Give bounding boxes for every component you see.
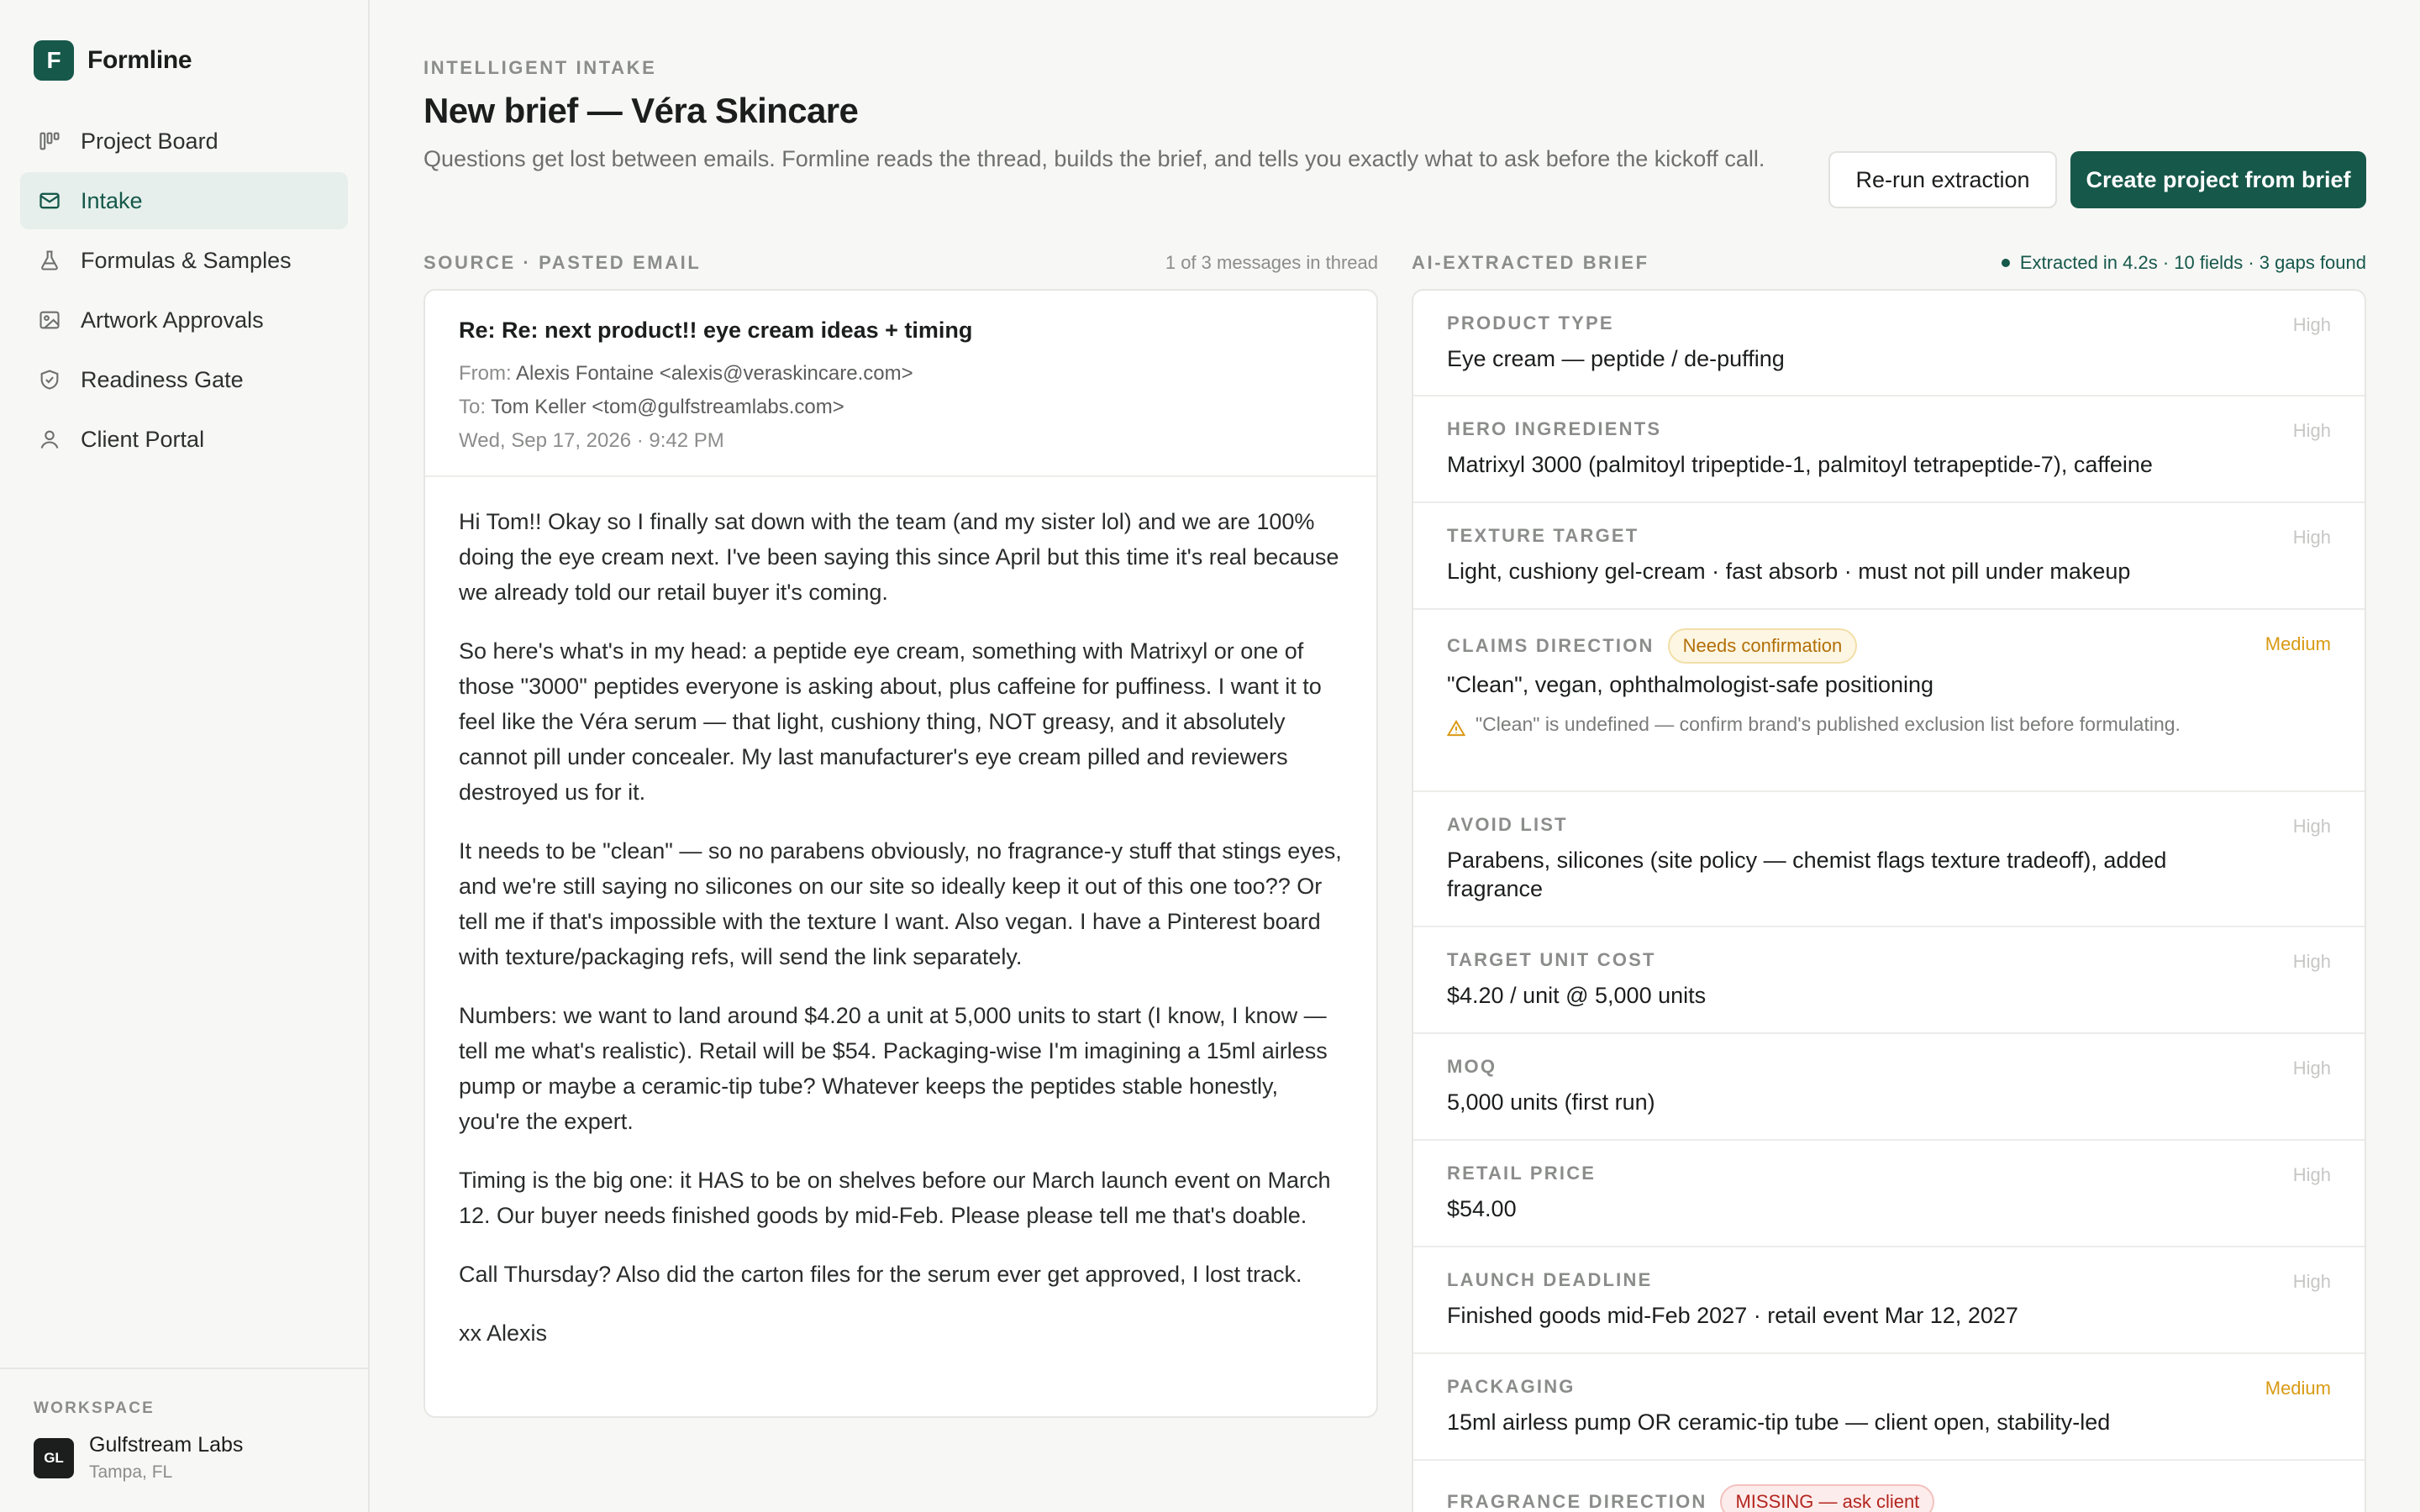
email-header [425, 291, 1376, 477]
source-section-label: SOURCE · PASTED EMAIL [424, 252, 702, 273]
status-dot-icon [2002, 259, 2010, 267]
email-signoff: xx Alexis [459, 1320, 548, 1346]
email-from-key: From: [459, 362, 512, 385]
warning-icon [1447, 709, 1465, 745]
user-icon [37, 427, 62, 452]
workspace-avatar: GL [34, 1438, 74, 1478]
confidence-badge: High [2292, 951, 2331, 972]
needs-confirmation-badge: Needs confirmation [1668, 628, 1858, 664]
field-value: $54.00 [1447, 1196, 1517, 1221]
field-label: TARGET UNIT COST [1447, 949, 1656, 970]
brief-field-target-unit-cost[interactable] [1413, 927, 2365, 1034]
sidebar-item-formulas-samples[interactable] [20, 232, 348, 289]
brief-section-label: AI-EXTRACTED BRIEF [1412, 252, 1649, 273]
confidence-badge: High [2292, 1271, 2331, 1292]
field-label: HERO INGREDIENTS [1447, 418, 1662, 439]
confidence-badge: Medium [2265, 1378, 2331, 1399]
board-icon [37, 129, 62, 154]
sidebar-item-intake[interactable] [20, 172, 348, 229]
sidebar-item-project-board[interactable] [20, 113, 348, 170]
email-paragraph: So here's what's in my head: a peptide eye cream, something with Matrixyl or one of those "3000" peptides everyone is asking about, plus caffeine for puffiness. I want it to feel like the Véra serum — that light, cushiony thing, NOT greasy, and it absolutely cannot pill under concealer. My last manufacturer's eye cream pilled and reviewers destroyed us for it. [459, 638, 1322, 805]
sidebar-item-label: Formulas & Samples [81, 247, 292, 273]
email-date: Wed, Sep 17, 2026 · 9:42 PM [459, 429, 724, 452]
workspace-switcher[interactable] [0, 1368, 368, 1512]
sidebar-item-client-portal[interactable] [20, 411, 348, 468]
field-value: Light, cushiony gel-cream · fast absorb · must not pill under makeup [1447, 559, 2131, 584]
field-value: 15ml airless pump OR ceramic-tip tube — client open, stability-led [1447, 1410, 2111, 1435]
email-paragraph: Call Thursday? Also did the carton files for the serum ever get approved, I lost track. [459, 1262, 1302, 1287]
field-label: MOQ [1447, 1056, 1497, 1077]
field-value: 5,000 units (first run) [1447, 1089, 1655, 1115]
field-value: "Clean", vegan, ophthalmologist-safe positioning [1447, 672, 1934, 697]
email-from-value: Alexis Fontaine <alexis@veraskincare.com> [516, 362, 913, 385]
sidebar-item-readiness-gate[interactable] [20, 351, 348, 408]
sidebar-item-label: Artwork Approvals [81, 307, 264, 333]
field-warning-note [1447, 709, 2331, 745]
field-label: PRODUCT TYPE [1447, 312, 1614, 333]
field-label: LAUNCH DEADLINE [1447, 1269, 1653, 1290]
email-paragraph: Timing is the big one: it HAS to be on shelves before our March launch event on March 12. Our buyer needs finished goods by mid-Feb. Please please tell me that's doable. [459, 1168, 1331, 1228]
email-paragraph: Numbers: we want to land around $4.20 a unit at 5,000 units to start (I know, I know — tell me what's realistic). Retail will be $54. Packaging-wise I'm imagining a 15ml airless pump or maybe a ceramic-tip tube? Whatever keeps the peptides stable honestly, you're the expert. [459, 1003, 1328, 1134]
brief-field-texture-target[interactable] [1413, 503, 2365, 610]
field-value: $4.20 / unit @ 5,000 units [1447, 983, 1707, 1008]
brief-field-avoid-list[interactable] [1413, 792, 2365, 927]
email-paragraph: Hi Tom!! Okay so I finally sat down with the team (and my sister lol) and we are 100% doing the eye cream next. I've been saying this since April but this time it's real because we already told our retail buyer it's coming. [459, 509, 1339, 605]
field-label: AVOID LIST [1447, 814, 1568, 835]
email-card [424, 289, 1378, 1418]
thread-count: 1 of 3 messages in thread [1165, 252, 1378, 273]
email-to-key: To: [459, 396, 487, 418]
confidence-badge: High [2292, 527, 2331, 548]
brief-field-retail-price[interactable] [1413, 1141, 2365, 1247]
sidebar-item-label: Client Portal [81, 426, 205, 452]
email-paragraph: It needs to be "clean" — so no parabens obviously, no fragrance-y stuff that stings eyes, and we're still saying no silicones on our site so ideally keep it out of this one too?? Or tell me if that's impossible with the texture I want. Also vegan. I have a Pinterest board with texture/packaging refs, will send the link separately. [459, 838, 1342, 969]
extraction-status [2002, 252, 2366, 274]
sidebar-nav [20, 113, 348, 470]
confidence-badge: High [2292, 816, 2331, 837]
brief-field-packaging[interactable] [1413, 1354, 2365, 1461]
field-label: CLAIMS DIRECTION [1447, 635, 1655, 656]
page-title: New brief — Véra Skincare [424, 91, 859, 130]
shield-check-icon [37, 367, 62, 392]
image-icon [37, 307, 62, 333]
workspace-name: Gulfstream Labs [89, 1433, 244, 1457]
email-body [425, 477, 1376, 1351]
confidence-badge: High [2292, 314, 2331, 335]
field-value: Parabens, silicones (site policy — chemist flags texture tradeoff), added fragrance [1447, 848, 2167, 901]
brief-field-product-type[interactable] [1413, 291, 2365, 396]
field-label: PACKAGING [1447, 1376, 1576, 1397]
create-project-button[interactable]: Create project from brief [2070, 151, 2366, 208]
confidence-badge: High [2292, 420, 2331, 441]
extraction-meta-text: Extracted in 4.2s · 10 fields · 3 gaps found [2019, 252, 2366, 273]
field-value: Matrixyl 3000 (palmitoyl tripeptide-1, palmitoyl tetrapeptide-7), caffeine [1447, 452, 2153, 477]
field-label: TEXTURE TARGET [1447, 525, 1639, 546]
email-from [459, 357, 1343, 391]
rerun-extraction-button[interactable]: Re-run extraction [1828, 151, 2057, 208]
email-to-value: Tom Keller <tom@gulfstreamlabs.com> [491, 396, 844, 418]
sidebar-item-label: Intake [81, 187, 143, 213]
flask-icon [37, 248, 62, 273]
field-label: FRAGRANCE DIRECTION [1447, 1491, 1707, 1512]
brief-card [1412, 289, 2366, 1512]
sidebar-item-artwork-approvals[interactable] [20, 291, 348, 349]
brief-field-launch-deadline[interactable] [1413, 1247, 2365, 1354]
email-subject: Re: Re: next product!! eye cream ideas + timing [459, 318, 973, 343]
page-eyebrow: INTELLIGENT INTAKE [424, 57, 657, 78]
brief-field-moq[interactable] [1413, 1034, 2365, 1141]
missing-badge: MISSING — ask client [1720, 1484, 1934, 1512]
confidence-badge: High [2292, 1164, 2331, 1185]
formline-logo-icon: F [34, 40, 74, 81]
brief-field-claims-direction[interactable] [1413, 610, 2365, 792]
workspace-location: Tampa, FL [89, 1462, 173, 1482]
app-name: Formline [87, 46, 192, 74]
mail-icon [37, 188, 62, 213]
sidebar-item-label: Readiness Gate [81, 366, 244, 392]
sidebar-item-label: Project Board [81, 128, 218, 154]
confidence-badge: Medium [2265, 633, 2331, 654]
brief-field-fragrance-direction[interactable] [1413, 1461, 2365, 1512]
email-to [459, 391, 1343, 424]
page-description: Questions get lost between emails. Formline reads the thread, builds the brief, and tells you exactly what to ask before the kickoff call. [424, 146, 1765, 171]
workspace-label: WORKSPACE [34, 1399, 155, 1417]
brief-field-hero-ingredients[interactable] [1413, 396, 2365, 503]
field-value: Finished goods mid-Feb 2027 · retail event Mar 12, 2027 [1447, 1303, 2018, 1328]
confidence-badge: High [2292, 1058, 2331, 1079]
warning-note-text: "Clean" is undefined — confirm brand's published exclusion list before formulating. [1476, 713, 2181, 735]
field-label: RETAIL PRICE [1447, 1163, 1597, 1184]
main-content [424, 0, 2366, 1512]
field-value: Eye cream — peptide / de-puffing [1447, 346, 1785, 371]
brand[interactable] [34, 40, 192, 81]
sidebar [0, 0, 370, 1512]
